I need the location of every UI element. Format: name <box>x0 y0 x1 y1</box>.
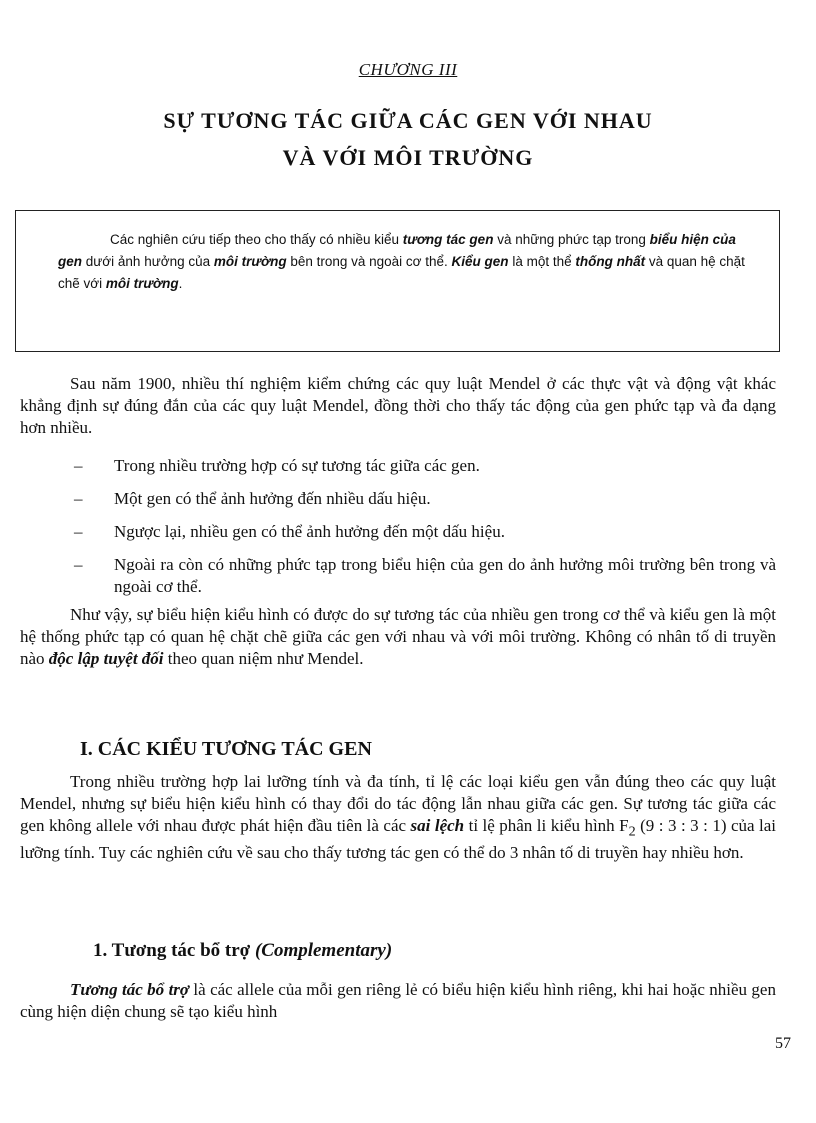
dash-marker: – <box>74 489 83 508</box>
summary-text: bên trong và ngoài cơ thể. <box>286 254 452 269</box>
summary-emphasis: tương tác gen <box>402 232 494 247</box>
list-item-text: Trong nhiều trường hợp có sự tương tác giữa các gen. <box>114 456 480 475</box>
summary-text: . <box>178 276 183 291</box>
paragraph-section <box>20 771 776 864</box>
summary-text: và những phức tạp trong <box>493 232 650 247</box>
chapter-title-line2: VÀ VỚI MÔI TRƯỜNG <box>282 145 534 170</box>
paragraph-text: Như vậy, sự biểu hiện kiểu hình có được do sự tương tác của nhiều gen trong cơ thể và kiểu gen là một hệ thống phức tạp có quan hệ chặt chẽ giữa các gen với nhau và với môi trường. Không có nhân tố di truyền nào <box>20 605 776 668</box>
chapter-title-line1: SỰ TƯƠNG TÁC GIỮA CÁC GEN VỚI NHAU <box>163 108 653 133</box>
summary-text: dưới ảnh hưởng của <box>82 254 214 269</box>
paragraph-text: Sau năm 1900, nhiều thí nghiệm kiểm chứng các quy luật Mendel ở các thực vật và động vật khác khẳng định sự đúng đắn của các quy luật Mendel, đồng thời cho thấy tác động của gen phức tạp và đa dạng hơn nhiều. <box>20 374 776 437</box>
subscript: 2 <box>628 823 636 840</box>
subsection-heading-term: (Complementary) <box>254 940 393 961</box>
subsection-heading-text: 1. Tương tác bổ trợ <box>93 940 255 961</box>
list-item-text: Ngoài ra còn có những phức tạp trong biểu hiện của gen do ảnh hưởng môi trường bên trong và ngoài cơ thể. <box>114 555 776 596</box>
dash-marker: – <box>74 456 83 475</box>
dash-marker: – <box>74 522 83 541</box>
list-item-text: Một gen có thể ảnh hưởng đến nhiều dấu hiệu. <box>114 489 431 508</box>
summary-text: là một thể <box>508 254 576 269</box>
dash-marker: – <box>74 555 83 574</box>
list-item <box>72 521 776 543</box>
list-item <box>72 488 776 510</box>
summary-emphasis: môi trường <box>105 276 179 291</box>
section-heading: I. CÁC KIỂU TƯƠNG TÁC GEN <box>80 738 372 760</box>
bullet-list <box>72 455 776 609</box>
paragraph-emphasis: độc lập tuyệt đối <box>48 649 164 668</box>
page-number: 57 <box>775 1035 791 1052</box>
summary-box <box>15 210 780 352</box>
paragraph-emphasis: Tương tác bổ trợ <box>70 980 190 999</box>
list-item <box>72 554 776 598</box>
summary-text: Các nghiên cứu tiếp theo cho thấy có nhiều kiểu <box>110 232 403 247</box>
summary-emphasis: biểu hiện của gen <box>58 232 736 269</box>
paragraph-text: theo quan niệm như Mendel. <box>163 649 364 668</box>
paragraph-text: tỉ lệ phân li kiểu hình F <box>464 816 629 835</box>
paragraph-text: là các allele của mỗi gen riêng lẻ có biểu hiện kiểu hình riêng, khi hai hoặc nhiều gen cùng hiện diện chung sẽ tạo kiểu hình <box>20 980 776 1021</box>
summary-emphasis: Kiểu gen <box>451 254 509 269</box>
paragraph-complementary <box>20 979 776 1023</box>
list-item <box>72 455 776 477</box>
paragraph-emphasis: sai lệch <box>410 816 465 835</box>
list-item-text: Ngược lại, nhiều gen có thể ảnh hưởng đến một dấu hiệu. <box>114 522 505 541</box>
summary-text: và quan hệ chặt chẽ với <box>58 254 745 291</box>
summary-emphasis: thống nhất <box>575 254 646 269</box>
paragraph-text: Trong nhiều trường hợp lai lưỡng tính và đa tính, tỉ lệ các loại kiểu gen vẫn đúng theo các quy luật Mendel, nhưng sự biểu hiện kiểu hình có thay đổi do tác động lẫn nhau giữa các gen. Sự tương tác giữa các gen không allele với nhau được phát hiện đầu tiên là các <box>20 772 776 835</box>
summary-emphasis: môi trường <box>213 254 287 269</box>
paragraph-text: (9 : 3 : 3 : 1) của lai lưỡng tính. Tuy các nghiên cứu về sau cho thấy tương tác gen có thể do 3 nhân tố di truyền hay nhiều hơn. <box>20 816 777 863</box>
paragraph-intro <box>20 373 776 439</box>
subsection-heading <box>93 940 392 962</box>
chapter-label: CHƯƠNG III <box>358 60 458 79</box>
paragraph-conclusion <box>20 604 776 670</box>
